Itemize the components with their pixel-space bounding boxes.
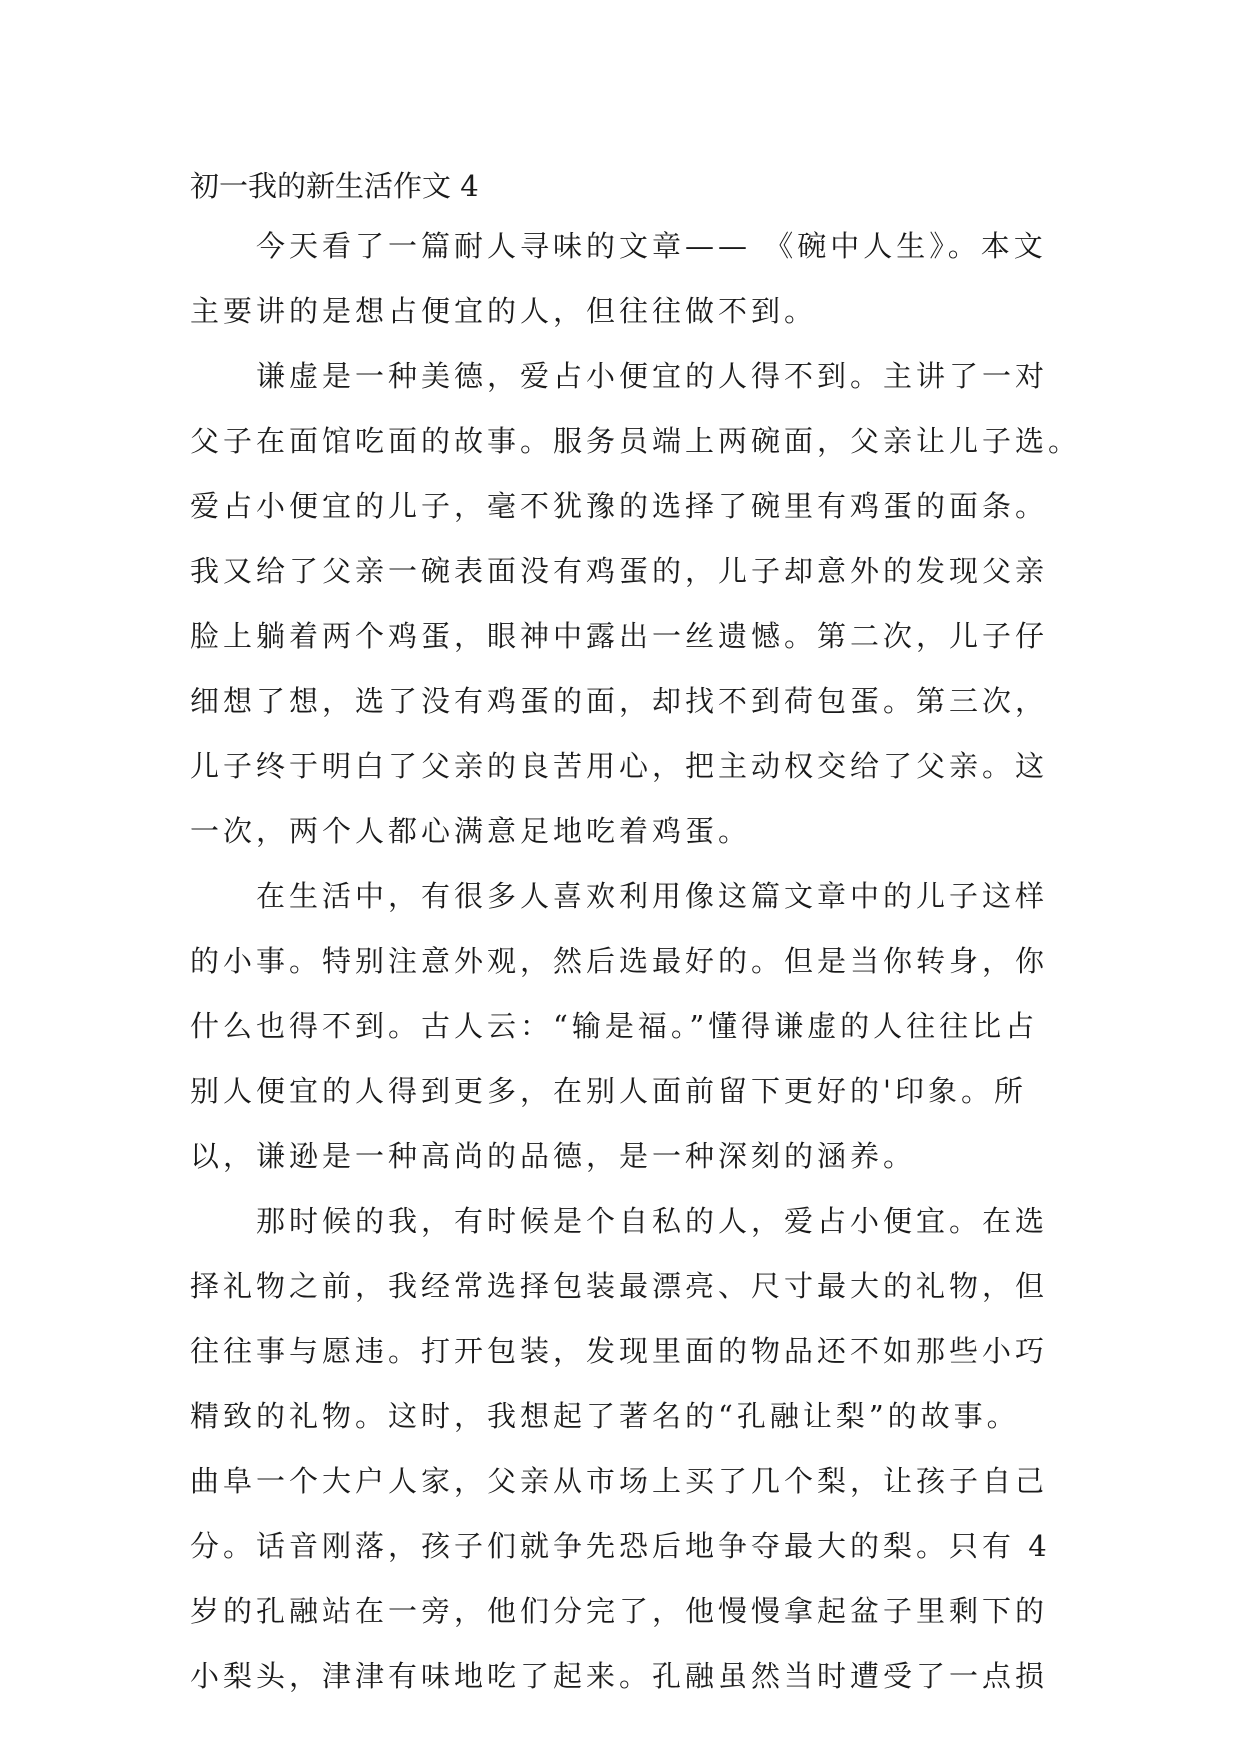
paragraph-line: 儿子终于明白了父亲的良苦用心，把主动权交给了父亲。这 — [190, 749, 1049, 783]
paragraph-line: 以，谦逊是一种高尚的品德，是一种深刻的涵养。 — [190, 1139, 917, 1173]
paragraph-line: 什么也得不到。古人云：“输是福。”懂得谦虚的人往往比占 — [190, 1009, 1039, 1043]
paragraph-line: 爱占小便宜的儿子，毫不犹豫的选择了碗里有鸡蛋的面条。 — [190, 489, 1049, 523]
paragraph-line: 谦虚是一种美德，爱占小便宜的人得不到。主讲了一对 — [256, 359, 1049, 393]
paragraph-line: 别人便宜的人得到更多，在别人面前留下更好的'印象。所 — [190, 1074, 1027, 1108]
paragraph-line: 主要讲的是想占便宜的人，但往往做不到。 — [190, 294, 818, 328]
paragraph-4 — [190, 1189, 1050, 1709]
paragraph-line: 我又给了父亲一碗表面没有鸡蛋的，儿子却意外的发现父亲 — [190, 554, 1049, 588]
paragraph-line: 在生活中，有很多人喜欢利用像这篇文章中的儿子这样 — [256, 879, 1049, 913]
paragraph-line: 小梨头，津津有味地吃了起来。孔融虽然当时遭受了一点损 — [190, 1659, 1049, 1693]
paragraph-line: 分。话音刚落，孩子们就争先恐后地争夺最大的梨。只有 4 — [190, 1529, 1051, 1563]
paragraph-line: 精致的礼物。这时，我想起了著名的“孔融让梨”的故事。 — [190, 1399, 1020, 1433]
paragraph-line: 岁的孔融站在一旁，他们分完了，他慢慢拿起盆子里剩下的 — [190, 1594, 1049, 1628]
paragraph-line: 一次，两个人都心满意足地吃着鸡蛋。 — [190, 814, 752, 848]
paragraph-line: 脸上躺着两个鸡蛋，眼神中露出一丝遗憾。第二次，儿子仔 — [190, 619, 1049, 653]
paragraph-line: 的小事。特别注意外观，然后选最好的。但是当你转身，你 — [190, 944, 1049, 978]
paragraph-line: 细想了想，选了没有鸡蛋的面，却找不到荷包蛋。第三次， — [190, 684, 1049, 718]
paragraph-line: 往往事与愿违。打开包装，发现里面的物品还不如那些小巧 — [190, 1334, 1049, 1368]
document-page — [190, 158, 1082, 1709]
document-title: 初一我的新生活作文 4 — [190, 169, 479, 203]
paragraph-1 — [190, 214, 1050, 344]
paragraph-3 — [190, 864, 1050, 1189]
paragraph-line: 曲阜一个大户人家，父亲从市场上买了几个梨，让孩子自己 — [190, 1464, 1049, 1498]
paragraph-line: 那时候的我，有时候是个自私的人，爱占小便宜。在选 — [256, 1204, 1049, 1238]
paragraph-2 — [190, 344, 1082, 864]
paragraph-line: 择礼物之前，我经常选择包装最漂亮、尺寸最大的礼物，但 — [190, 1269, 1049, 1303]
paragraph-line: 父子在面馆吃面的故事。服务员端上两碗面，父亲让儿子选。 — [190, 424, 1082, 458]
paragraph-line: 今天看了一篇耐人寻味的文章—— 《碗中人生》。本文 — [256, 229, 1047, 263]
